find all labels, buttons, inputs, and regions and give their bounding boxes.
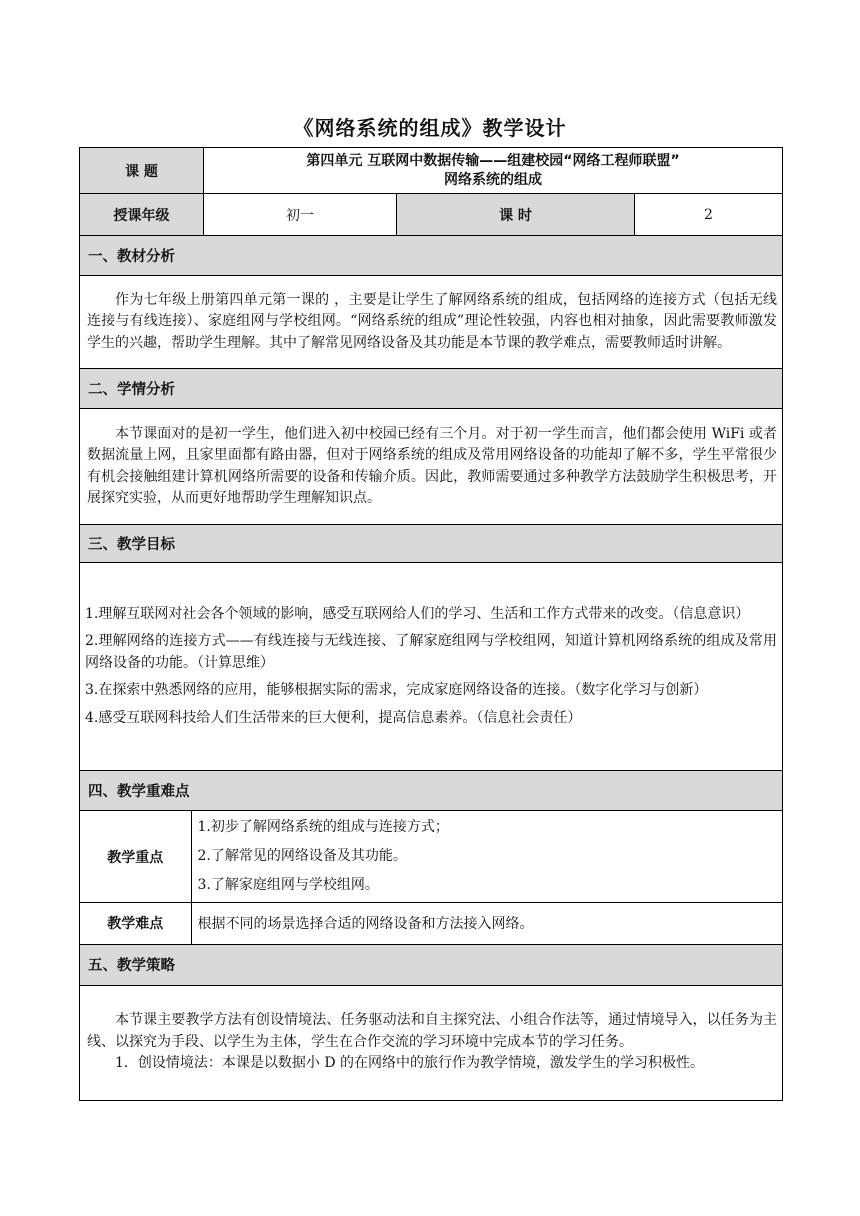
goal-item: 3.在探索中熟悉网络的应用，能够根据实际的需求，完成家庭网络设备的连接。（数字化学习与创新） bbox=[85, 682, 708, 699]
teaching-strategy-text bbox=[80, 985, 783, 1100]
document-title: 《网络系统的组成》教学设计 bbox=[293, 116, 567, 140]
section-heading-student-analysis: 二、学情分析 bbox=[80, 369, 783, 409]
grade-label: 授课年级 bbox=[80, 194, 204, 236]
key-points-label: 教学重点 bbox=[80, 811, 191, 903]
teaching-goals-list bbox=[80, 563, 783, 771]
section-heading-key-difficult-points: 四、教学重难点 bbox=[80, 771, 783, 811]
goal-item: 2.理解网络的连接方式——有线连接与无线连接、了解家庭组网与学校组网，知道计算机网络系统的组成及常用网络设备的功能。（计算思维） bbox=[85, 633, 778, 671]
goal-item: 1.理解互联网对社会各个领域的影响，感受互联网给人们的学习、生活和工作方式带来的改变。（信息意识） bbox=[85, 605, 750, 622]
key-points-list bbox=[191, 811, 782, 903]
strategy-paragraph: 1．创设情境法：本课是以数据小 D 的在网络中的旅行作为教学情境，激发学生的学习积极性。 bbox=[115, 1055, 705, 1072]
period-label: 课 时 bbox=[397, 194, 635, 236]
section-heading-textbook-analysis: 一、教材分析 bbox=[80, 236, 783, 276]
key-points-table bbox=[80, 811, 782, 944]
goal-item: 4.感受互联网科技给人们生活带来的巨大便利，提高信息素养。（信息社会责任） bbox=[85, 709, 582, 726]
section-heading-teaching-strategy: 五、教学策略 bbox=[80, 944, 783, 985]
key-point-item: 3.了解家庭组网与学校组网。 bbox=[197, 877, 379, 893]
topic-value bbox=[204, 148, 783, 194]
section-heading-teaching-goals: 三、教学目标 bbox=[80, 525, 783, 563]
key-difficult-points-block bbox=[80, 811, 783, 945]
student-analysis-text: 本节课面对的是初一学生，他们进入初中校园已经有三个月。对于初一学生而言，他们都会使用 WiFi 或者数据流量上网，且家里面都有路由器，但对于网络系统的组成及常用网络设备的功能却了解不多，学生平常很少有机会接触组建计算机网络所需要的设备和传输介质。因此，教师需要通过多种教学方法鼓励学生积极思考，开展探究实验，从而更好地帮助学生理解知识点。 bbox=[80, 409, 783, 525]
key-point-item: 1.初步了解网络系统的组成与连接方式； bbox=[197, 819, 449, 835]
grade-value: 初一 bbox=[204, 194, 397, 236]
difficult-points-label: 教学难点 bbox=[80, 903, 191, 944]
lesson-plan-table bbox=[79, 147, 783, 1101]
difficult-points-text: 根据不同的场景选择合适的网络设备和方法接入网络。 bbox=[191, 903, 782, 944]
textbook-analysis-text: 作为七年级上册第四单元第一课的 ，主要是让学生了解网络系统的组成，包括网络的连接方式（包括无线连接与有线连接）、家庭组网与学校组网。“网络系统的组成”理论性较强，内容也相对抽象，因此需要教师激发学生的兴趣，帮助学生理解。其中了解常见网络设备及其功能是本节课的教学难点，需要教师适时讲解。 bbox=[80, 276, 783, 369]
period-value: 2 bbox=[635, 194, 783, 236]
strategy-paragraph: 本节课主要教学方法有创设情境法、任务驱动法和自主探究法、小组合作法等，通过情境导入，以任务为主线、以探究为手段、以学生为主体，学生在合作交流的学习环境中完成本节的学习任务。 bbox=[87, 1012, 778, 1050]
topic-line-2: 网络系统的组成 bbox=[444, 171, 543, 188]
topic-label: 课 题 bbox=[80, 148, 204, 194]
key-point-item: 2.了解常见的网络设备及其功能。 bbox=[197, 848, 407, 864]
topic-line-1: 第四单元 互联网中数据传输——组建校园“网络工程师联盟” bbox=[306, 152, 680, 169]
